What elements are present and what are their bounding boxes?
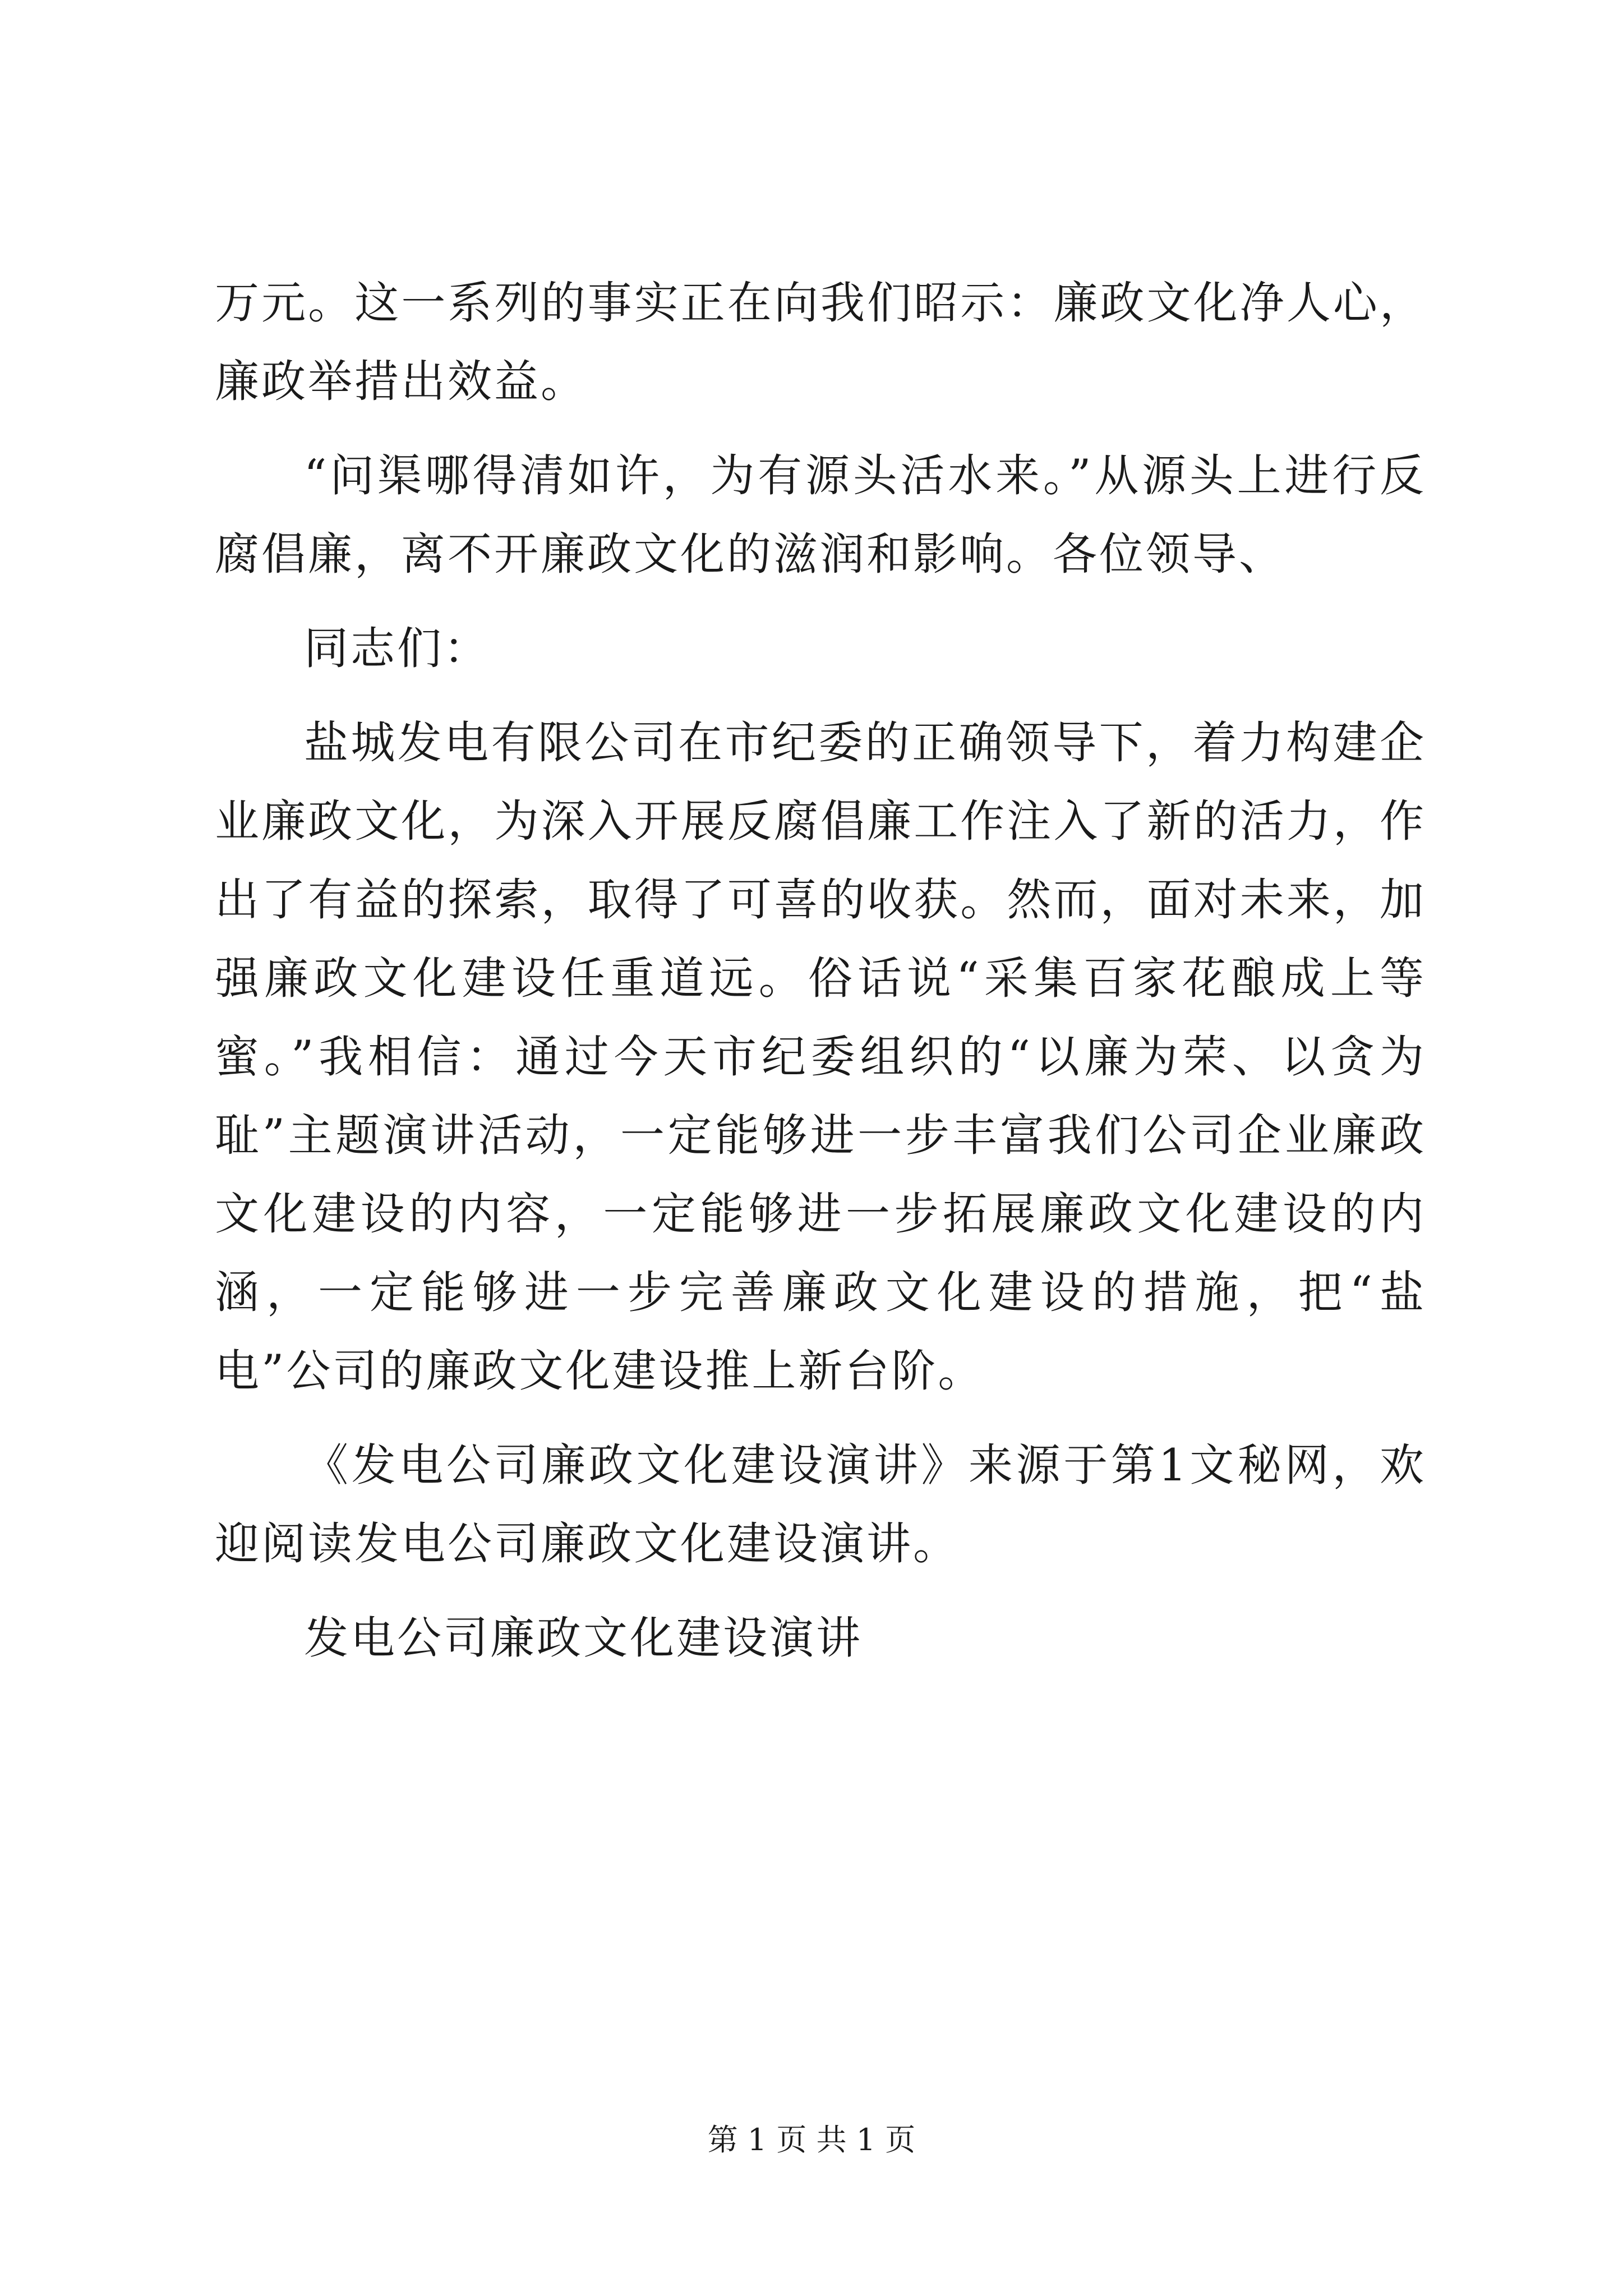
paragraph-3: 同志们：: [304, 623, 490, 674]
document-body: [215, 264, 1426, 1693]
paragraph-1: 万元。这一系列的事实正在向我们昭示：廉政文化净人心，廉政举措出效益。: [215, 277, 1426, 407]
paragraph-2: “问渠哪得清如许，为有源头活水来。”从源头上进行反腐倡廉，离不开廉政文化的滋润和影响。各位领导、: [215, 450, 1426, 580]
paragraph-4: 盐城发电有限公司在市纪委的正确领导下，着力构建企业廉政文化，为深入开展反腐倡廉工作注入了新的活力，作出了有益的探索，取得了可喜的收获。然而，面对未来，加强廉政文化建设任重道远。俗话说“采集百家花酿成上等蜜。”我相信：通过今天市纪委组织的“以廉为荣、以贪为耻”主题演讲活动，一定能够进一步丰富我们公司企业廉政文化建设的内容，一定能够进一步拓展廉政文化建设的内涵，一定能够进一步完善廉政文化建设的措施，把“盐电”公司的廉政文化建设推上新台阶。: [215, 717, 1426, 1397]
paragraph-6: 发电公司廉政文化建设演讲: [304, 1612, 863, 1664]
paragraph-5: 《发电公司廉政文化建设演讲》来源于第1文秘网，欢迎阅读发电公司廉政文化建设演讲。: [215, 1439, 1426, 1570]
page-footer: 第 1 页 共 1 页: [707, 2122, 916, 2157]
